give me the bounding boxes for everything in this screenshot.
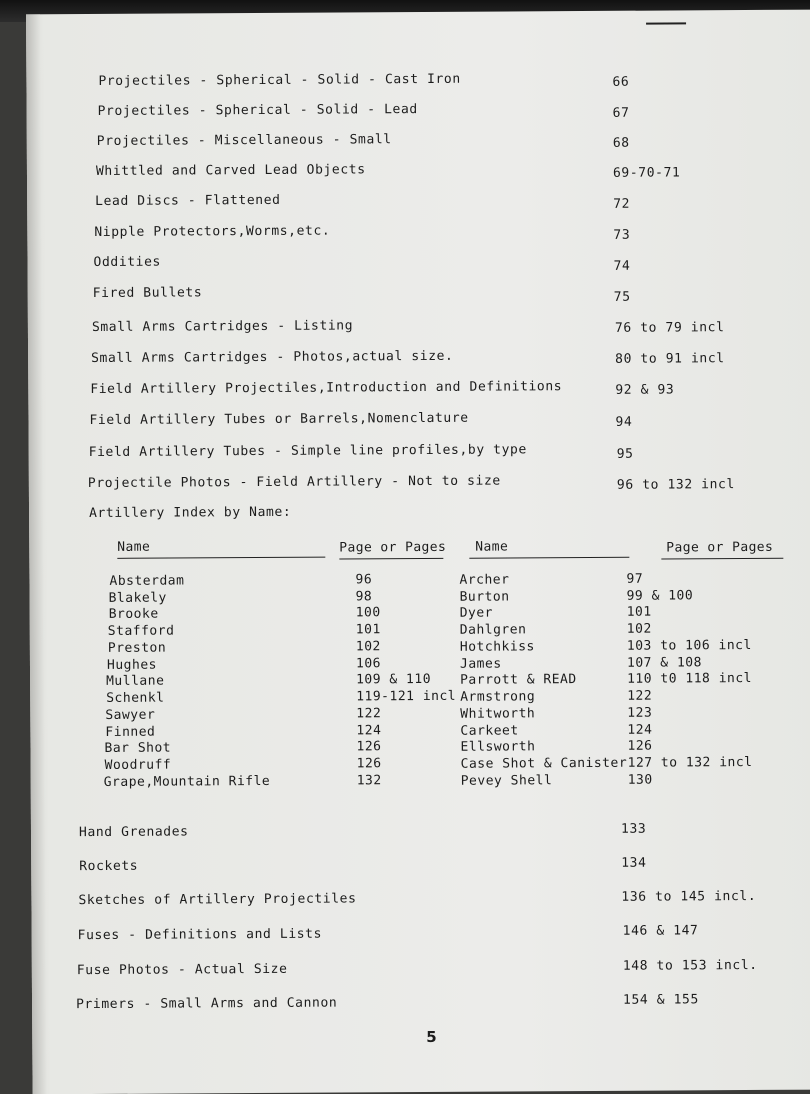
toc-entry-title: Fuses - Definitions and Lists bbox=[77, 926, 323, 944]
toc-entry-pages: 95 bbox=[616, 446, 634, 462]
index-pages: 100 bbox=[355, 605, 381, 621]
index-pages: 124 bbox=[627, 722, 653, 738]
page-binding-edge bbox=[26, 14, 47, 1094]
header-underline bbox=[117, 557, 325, 559]
index-header-pages-left: Page or Pages bbox=[339, 539, 447, 556]
index-name: Dyer bbox=[459, 605, 494, 621]
artillery-index-title: Artillery Index by Name: bbox=[89, 504, 292, 522]
toc-entry-title: Lead Discs - Flattened bbox=[95, 192, 281, 209]
index-name: Armstrong bbox=[460, 689, 536, 705]
index-name: Hughes bbox=[106, 657, 157, 673]
index-header-name-right: Name bbox=[475, 539, 509, 555]
index-pages: 99 & 100 bbox=[626, 588, 694, 604]
toc-entry-pages: 75 bbox=[613, 289, 631, 305]
index-pages: 126 bbox=[356, 756, 382, 772]
index-header-name-left: Name bbox=[117, 539, 151, 555]
toc-entry-pages: 96 to 132 incl bbox=[616, 477, 735, 493]
toc-entry-pages: 69-70-71 bbox=[612, 165, 681, 181]
page-number: 5 bbox=[426, 1027, 437, 1046]
toc-entry-pages: 72 bbox=[613, 196, 631, 212]
index-name: Bar Shot bbox=[104, 740, 172, 756]
index-pages: 103 to 106 incl bbox=[626, 637, 752, 654]
toc-entry-pages: 136 to 145 incl. bbox=[621, 888, 757, 905]
index-pages: 119-121 incl bbox=[356, 688, 457, 705]
index-name: Blakely bbox=[108, 590, 167, 606]
toc-entry-pages: 80 to 91 incl bbox=[615, 351, 725, 367]
toc-entry-title: Field Artillery Tubes - Simple line profiles,by type bbox=[88, 442, 527, 461]
toc-entry-title: Field Artillery Tubes or Barrels,Nomenclature bbox=[89, 410, 469, 429]
toc-entry-pages: 133 bbox=[620, 821, 647, 837]
toc-entry-title: Projectiles - Spherical - Solid - Cast Iron bbox=[98, 71, 461, 89]
toc-entry-title: Primers - Small Arms and Cannon bbox=[76, 995, 338, 1013]
index-pages: 101 bbox=[626, 604, 652, 620]
toc-entry-pages: 92 & 93 bbox=[615, 382, 675, 398]
toc-entry-pages: 134 bbox=[621, 855, 647, 871]
index-name: James bbox=[459, 656, 502, 672]
index-pages: 132 bbox=[356, 773, 382, 789]
index-pages: 110 t0 118 incl bbox=[627, 670, 753, 687]
toc-entry-title: Small Arms Cartridges - Listing bbox=[91, 318, 354, 336]
index-name: Archer bbox=[459, 572, 510, 588]
index-name: Grape,Mountain Rifle bbox=[103, 773, 271, 790]
toc-entry-title: Nipple Protectors,Worms,etc. bbox=[94, 223, 331, 240]
index-pages: 124 bbox=[356, 723, 382, 739]
toc-entry-pages: 146 & 147 bbox=[622, 923, 699, 939]
toc-entry-title: Fuse Photos - Actual Size bbox=[76, 961, 288, 979]
document-page bbox=[26, 10, 810, 1094]
index-pages: 126 bbox=[627, 738, 653, 754]
toc-entry-pages: 74 bbox=[613, 258, 631, 274]
toc-entry-pages: 154 & 155 bbox=[622, 992, 699, 1008]
toc-entry-pages: 73 bbox=[613, 227, 631, 243]
index-pages: 96 bbox=[355, 572, 373, 588]
index-name: Woodruff bbox=[104, 757, 172, 773]
index-name: Dahlgren bbox=[459, 622, 527, 638]
index-name: Ellsworth bbox=[460, 739, 536, 755]
index-pages: 126 bbox=[356, 739, 382, 755]
index-name: Case Shot & Canister bbox=[460, 755, 628, 772]
index-header-pages-right: Page or Pages bbox=[666, 539, 774, 556]
index-name: Whitworth bbox=[460, 706, 536, 722]
index-pages: 106 bbox=[355, 656, 382, 672]
toc-entry-title: Oddities bbox=[93, 254, 161, 271]
index-name: Sawyer bbox=[105, 707, 156, 723]
index-pages: 122 bbox=[627, 688, 653, 704]
toc-entry-title: Hand Grenades bbox=[78, 824, 189, 841]
toc-entry-pages: 94 bbox=[615, 414, 633, 430]
index-pages: 130 bbox=[627, 772, 653, 788]
index-name: Burton bbox=[459, 589, 510, 605]
index-name: Schenkl bbox=[106, 690, 165, 706]
index-pages: 107 & 108 bbox=[626, 655, 702, 671]
index-pages: 98 bbox=[355, 589, 373, 605]
index-pages: 102 bbox=[626, 621, 652, 637]
header-underline bbox=[661, 558, 783, 560]
index-name: Absterdam bbox=[109, 573, 185, 589]
toc-entry-title: Field Artillery Projectiles,Introduction and Definitions bbox=[90, 379, 563, 398]
toc-entry-title: Sketches of Artillery Projectiles bbox=[78, 891, 357, 909]
toc-entry-title: Rockets bbox=[79, 858, 139, 875]
index-name: Preston bbox=[107, 640, 167, 656]
index-name: Finned bbox=[105, 724, 156, 740]
toc-entry-title: Fired Bullets bbox=[92, 285, 203, 302]
index-pages: 97 bbox=[626, 571, 644, 587]
index-pages: 101 bbox=[355, 622, 381, 638]
index-pages: 127 to 132 incl bbox=[627, 754, 753, 771]
header-underline bbox=[469, 557, 629, 559]
toc-entry-pages: 148 to 153 incl. bbox=[622, 957, 758, 974]
index-name: Mullane bbox=[106, 673, 165, 689]
toc-entry-title: Small Arms Cartridges - Photos,actual size. bbox=[91, 348, 454, 367]
header-underline bbox=[339, 558, 443, 560]
index-pages: 123 bbox=[627, 705, 653, 721]
index-name: Hotchkiss bbox=[459, 639, 535, 655]
toc-entry-pages: 67 bbox=[612, 105, 630, 121]
index-pages: 109 & 110 bbox=[356, 671, 432, 688]
toc-entry-title: Whittled and Carved Lead Objects bbox=[95, 162, 366, 179]
toc-entry-pages: 76 to 79 incl bbox=[614, 320, 725, 336]
index-pages: 122 bbox=[356, 706, 382, 722]
toc-entry-title: Projectiles - Miscellaneous - Small bbox=[96, 132, 392, 149]
index-name: Brooke bbox=[108, 606, 159, 622]
index-name: Pevey Shell bbox=[460, 773, 553, 789]
toc-entry-title: Projectile Photos - Field Artillery - Not to size bbox=[87, 473, 501, 492]
toc-entry-title: Projectiles - Spherical - Solid - Lead bbox=[97, 102, 418, 119]
toc-entry-pages: 68 bbox=[612, 135, 630, 151]
toc-entry-pages: 66 bbox=[612, 74, 630, 90]
index-pages: 102 bbox=[355, 639, 381, 655]
index-name: Parrott & READ bbox=[460, 672, 577, 688]
index-name: Carkeet bbox=[460, 723, 519, 739]
top-rule bbox=[646, 22, 686, 24]
index-name: Stafford bbox=[107, 623, 175, 639]
